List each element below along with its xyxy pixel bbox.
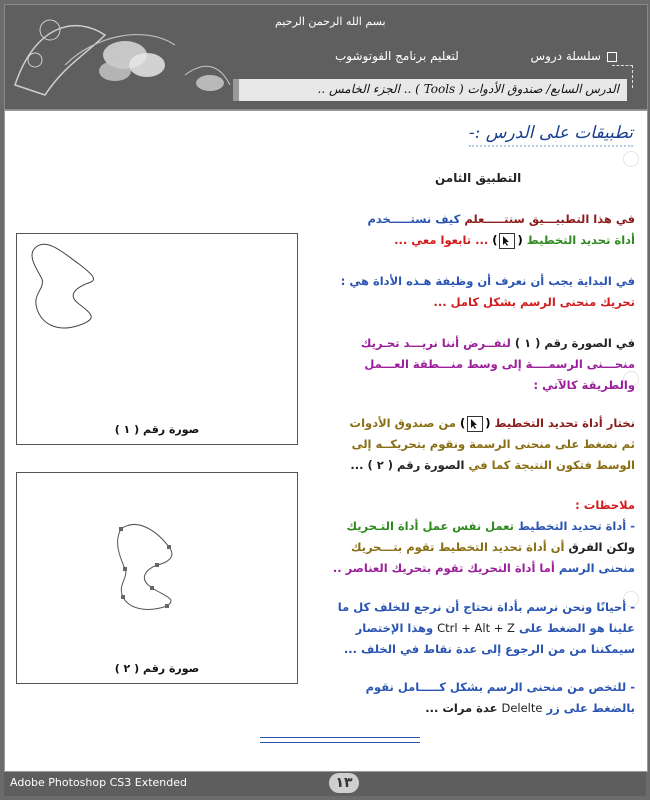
p4-c: ثم نضغط على منحنى الرسمة ونقوم بتحريكــه إلى (351, 437, 635, 451)
p4-b: من صندوق الأدوات (349, 416, 456, 430)
footer-app-name: Adobe Photoshop CS3 Extended (10, 776, 187, 789)
flower-ornament-icon (5, 5, 245, 109)
n1-b: تعمل نفس عمل أداة التـحريك (346, 519, 514, 533)
p1-a: في هذا التطبيـــيق سنتـــــعلم (464, 212, 635, 226)
n2-b: علينا هو الضغط على (518, 621, 635, 635)
image-2 (16, 472, 298, 684)
p3-c: منحـــنى الرسمــــة إلى وسط منـــطقة العـــمل (364, 357, 635, 371)
pattern-dot (623, 151, 639, 167)
notes (295, 495, 635, 579)
series-label: سلسلة دروس (530, 49, 601, 63)
paragraph-1: في هذا التطبيـــيق سنتـــــعلم كيف نستـــــخدم أداة تحديد التخطيط ( ) ... تابعوا معي ... (367, 212, 635, 247)
app-title: التطبيق الثامن (435, 171, 522, 185)
direct-selection-tool-icon (467, 416, 483, 432)
paragraph-3 (295, 333, 635, 396)
curve-path-2 (17, 473, 297, 653)
header-banner (4, 4, 648, 110)
content-page (4, 110, 648, 772)
lesson-title: الدرس السابع/ صندوق الأدوات ( Tools ) .. الجزء الخامس .. (317, 82, 619, 96)
curve-path-1 (17, 234, 297, 414)
n1-a: - أداة تحديد التخطيط (517, 519, 635, 533)
p4-a: نختار أداة تحديد التخطيط (494, 416, 635, 430)
footer (4, 772, 646, 796)
n1-f: أما أداة التحريك تقوم بتحريك العناصر .. (332, 561, 555, 575)
n3-a: - للتخص من منحنى الرسم بشكل كـــــامل نقوم (365, 680, 635, 694)
bullet-square-icon (607, 52, 617, 62)
bottom-divider (260, 737, 420, 743)
p1-d: ... تابعوا معي ... (394, 233, 489, 247)
lesson-bar (233, 79, 627, 101)
n1-e: منحنى الرسم (558, 561, 635, 575)
n3-c: عدة مرات ... (425, 701, 498, 715)
n3-b: بالضغط على زر (546, 701, 635, 715)
page-number: ١٣ (329, 773, 359, 793)
notes-title: ملاحظات : (575, 498, 635, 512)
image-1-caption: صورة رقم ( ١ ) (114, 423, 200, 436)
p3-b: لنفــرض أننا نريـــد تحـريك (360, 336, 511, 350)
subtitle: لتعليم برنامج الفوتوشوب (335, 49, 459, 63)
p4-d: الوسط فتكون النتيجة كما في (468, 458, 635, 472)
note-2 (295, 597, 635, 660)
p3-d: والطريقة كالآتي : (533, 378, 635, 392)
basmala-text: بسم الله الرحمن الرحيم (275, 15, 386, 28)
n1-d: أن أداة تحديد التخطيط تقوم بتـــحريك (350, 540, 565, 554)
direct-selection-tool-icon (499, 233, 515, 249)
p2-b: تحريك منحنى الرسم بشكل كامل ... (433, 295, 635, 309)
n3-key: Delelte (501, 701, 543, 715)
p1-c: أداة تحديد التخطيط (526, 233, 635, 247)
paragraph-2 (295, 271, 635, 313)
n1-c: ولكن الفرق (568, 540, 635, 554)
p3-a: في الصورة رقم ( ١ ) (514, 336, 635, 350)
p4-e: الصورة رقم ( ٢ ) ... (350, 458, 465, 472)
p2-a: في البداية يجب أن نعرف أن وظيفة هـذه الأداة هي : (340, 274, 635, 288)
paragraph-4: نختار أداة تحديد التخطيط ( ) من صندوق الأدوات ثم نضغط على منحنى الرسمة ونقوم بتحريكــه إلى الوسط فتكون النتيجة كما في الصورة رقم ( ٢ ) ... (349, 416, 635, 472)
n2-d: سيمكننا من من الرجوع إلى عدة نقاط في الخلف ... (343, 642, 635, 656)
note-3 (295, 677, 635, 719)
image-1 (16, 233, 298, 445)
image-2-caption: صورة رقم ( ٢ ) (114, 662, 200, 675)
series-title (530, 49, 617, 63)
n2-a: - أحيانًا ونحن نرسم بأداة نحتاج أن نرجع للخلف كل ما (337, 600, 635, 614)
section-title: تطبيقات على الدرس :- (469, 123, 633, 147)
n2-keys: Ctrl + Alt + Z (437, 621, 515, 635)
n2-c: وهذا الإختصار (355, 621, 434, 635)
p1-b: كيف نستـــــخدم (367, 212, 461, 226)
